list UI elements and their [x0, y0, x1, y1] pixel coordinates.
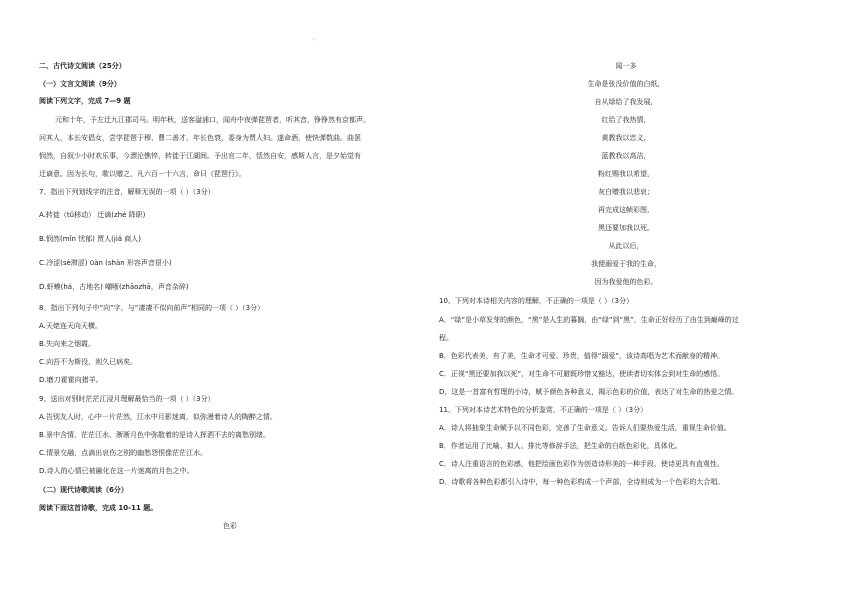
poem-line: 粉红赐我以希望，	[598, 170, 654, 178]
poem-author: 闻一多	[615, 62, 637, 70]
poem-line: 黄教我以忠义，	[601, 134, 651, 142]
q7-option-b: B.悯然(mǐn 忧郁) 贾人(jiǎ 商人)	[39, 235, 142, 243]
q11-option-d: D．诗歌将各种色彩都引入诗中，每一种色彩构成一个声部，全诗则成为一个色彩的大合唱。	[439, 478, 725, 486]
q8-option-d: D.磨刀霍霍向猪羊。	[39, 376, 103, 384]
passage-line: 问其人，本长安倡女，尝学琵琶于穆、曹二善才，年长色衰，委身为贾人妇。遂命酒，使快弹数曲。曲罢	[39, 134, 361, 142]
q9-option-d: D.诗人的心情已被融化在这一片迷离的月色之中。	[39, 467, 194, 475]
poem-line: 再完成这帧彩图，	[598, 206, 654, 214]
poem-title: 色彩	[223, 522, 237, 530]
poem-line: 我便溺爱于我的生命，	[591, 260, 661, 268]
poem-line: 灰白赠我以悲哀；	[598, 188, 654, 196]
subsection-title-modern: （二）现代诗歌阅读（6分）	[39, 486, 128, 494]
subsection-title-classical: （一）文言文阅读（9分）	[39, 80, 121, 88]
question-7: 7、指出下列划线字的注音，解释无误的一项（ ）（3分）	[39, 188, 215, 196]
question-11: 11、下列对本诗艺术特色的分析鉴赏，不正确的一项是（ ）（3分）	[439, 406, 648, 414]
top-mark: '	[313, 38, 315, 45]
q11-option-b: B．作者运用了比喻、拟人、排比等修辞手法，把生命的白纸色彩化，具体化。	[439, 442, 682, 450]
passage-line: 元和十年，予左迁九江郡司马。明年秋，送客湓浦口，闻舟中夜弹琵琶者，听其音，铮铮然有京都声。	[55, 116, 370, 124]
q9-option-b: B.景中含情，茫茫江水、淅淅月色中弥散着的是诗人挥洒不去的离愁别绪。	[39, 431, 271, 439]
q11-option-a: A．诗人将抽象生命赋予以不同色彩，完善了生命意义。告诉人们要热爱生活，重视生命价值。	[439, 424, 731, 432]
q7-option-a: A.转徙（tǔ移动） 迁谪(zhé 降职)	[39, 211, 146, 219]
q10-option-d: D．这是一首富有哲理的小诗，赋予颜色各种意义，揭示色彩的价值，表达了对生命的热爱之情。	[439, 388, 739, 396]
poem-line: 自从绿给了我发展，	[594, 98, 658, 106]
poem-line: 生命是张没价值的白纸，	[587, 80, 665, 88]
q7-option-d: D.虾蟆(há，古地名) 嘲哳(zhāozhā，声音杂碎)	[39, 283, 189, 291]
question-10: 10、下列对本诗相关内容的理解，不正确的一项是（ ）（3分）	[439, 297, 634, 305]
q9-option-a: A.告别友人时，心中一片茫然，江水中月影迷离，似弥漫着诗人的陶醉之情。	[39, 413, 277, 421]
q7-option-c: C.冷涩(sè滞涩) ūàn (shàn 形容声音很小)	[39, 259, 172, 267]
q8-option-c: C.向吾不为斯役，则久已病矣。	[39, 358, 138, 366]
section-title: 二、古代诗文阅读（25分）	[39, 62, 126, 70]
q8-option-a: A.天姥连天向天横。	[39, 322, 102, 330]
passage-line: 悯然，自叙少小时欢乐事，今漂沦憔悴，转徙于江湖间。予出官二年，恬然自安，感斯人言，是夕始觉有	[39, 152, 361, 160]
question-9: 9、送出对别时茫茫江浸月理解最恰当的一项（ ）（3分）	[39, 395, 215, 403]
poem-line: 蓝教我以高洁，	[601, 152, 651, 160]
poem-line: 从此以后，	[608, 242, 644, 250]
poem-line: 黑还要加我以死。	[598, 224, 654, 232]
q10-option-a: A．“绿”是小草发芽的颜色，“黑”是人生的暮搁，由“绿”到“黑”，生命正好经历了由生到巅峰的过	[439, 316, 739, 324]
poem-line: 红给了我热情，	[601, 116, 651, 124]
q8-option-b: B.失向来之烟霞。	[39, 340, 96, 348]
q9-option-c: C.情景交融，点滴出哀伤之别的幽愁怨恨像茫茫江水。	[39, 449, 208, 457]
instruction-classical: 阅读下列文字，完成 7—9 题	[39, 97, 131, 105]
q11-option-c: C．诗人注重语言的色彩感，他把绘画色彩作为创造诗形美的一种手段，使诗更具有直观性。	[439, 460, 724, 468]
question-8: 8、指出下列句子中“向”字，与“凄凄不似向前声”相同的一项（ ）（3分）	[39, 304, 265, 312]
poem-line: 因为我爱他的色彩。	[594, 278, 658, 286]
q10-option-b: B．色彩代表美，有了美，生命才可爱、珍贵，值得“溺爱”，该诗高唱为艺术而献身的精神。	[439, 352, 725, 360]
q10-option-a-cont: 程。	[439, 334, 453, 342]
passage-line: 迁谪意。因为长句，歌以赠之，凡六百一十六言，命曰《琵琶行》。	[39, 170, 246, 178]
instruction-modern: 阅读下面这首诗歌，完成 10-11 题。	[39, 504, 158, 512]
q10-option-c: C．正视“黑还要加我以死”，对生命不可避既珍惜又豁达，使读者切实体会到对生命的感悟。	[439, 370, 725, 378]
